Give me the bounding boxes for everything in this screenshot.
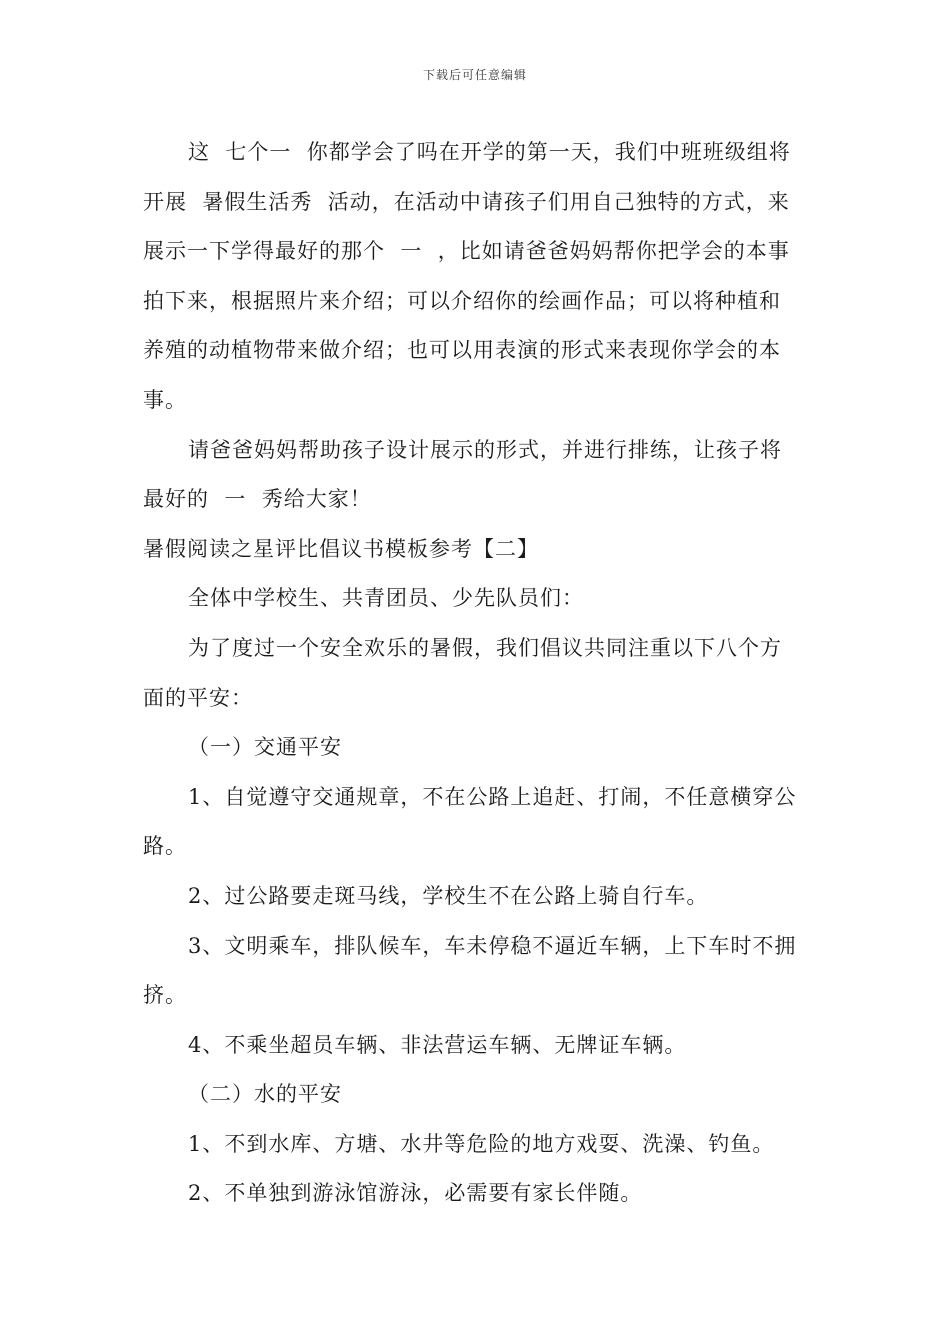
- list-item: 2、过公路要走斑马线，学校生不在公路上骑自行车。: [188, 883, 709, 908]
- list-item: 1、自觉遵守交通规章，不在公路上追赶、打闹，不任意横穿公: [188, 784, 797, 809]
- list-item: 挤。: [143, 983, 187, 1008]
- list-item: 2、不单独到游泳馆游泳，必需要有家长伴随。: [188, 1181, 643, 1206]
- paragraph-line: 展示一下学得最好的那个 一 ，比如请爸爸妈妈帮你把学会的本事: [143, 239, 790, 264]
- list-item: 4、不乘坐超员车辆、非法营运车辆、无牌证车辆。: [188, 1032, 687, 1057]
- paragraph-line: 拍下来，根据照片来介绍；可以介绍你的绘画作品；可以将种植和: [143, 288, 781, 313]
- paragraph-line: 最好的 一 秀给大家！: [143, 487, 372, 512]
- paragraph-line: 为了度过一个安全欢乐的暑假，我们倡议共同注重以下八个方: [188, 635, 782, 660]
- paragraph-line: 养殖的动植物带来做介绍；也可以用表演的形式来表现你学会的本: [143, 338, 781, 363]
- subsection-heading: （一）交通平安: [188, 735, 342, 760]
- paragraph-line: 事。: [143, 387, 187, 412]
- header-note: 下载后可任意编辑: [422, 68, 527, 82]
- list-item: 1、不到水库、方塘、水井等危险的地方戏耍、洗澡、钓鱼。: [188, 1131, 775, 1156]
- paragraph-line: 面的平安：: [143, 685, 253, 710]
- paragraph-line: 请爸爸妈妈帮助孩子设计展示的形式，并进行排练，让孩子将: [188, 437, 782, 462]
- section-heading: 暑假阅读之星评比倡议书模板参考【二】: [143, 536, 539, 561]
- document-body: [143, 128, 808, 1219]
- paragraph-line: 开展 暑假生活秀 活动，在活动中请孩子们用自己独特的方式，来: [143, 189, 790, 214]
- subsection-heading: （二）水的平安: [188, 1082, 342, 1107]
- paragraph-line: 这 七个一 你都学会了吗在开学的第一天，我们中班班级组将: [188, 140, 791, 164]
- salutation: 全体中学校生、共青团员、少先队员们：: [188, 586, 584, 611]
- list-item: 路。: [143, 834, 187, 859]
- list-item: 3、文明乘车，排队候车，车未停稳不逼近车辆，上下车时不拥: [188, 933, 797, 958]
